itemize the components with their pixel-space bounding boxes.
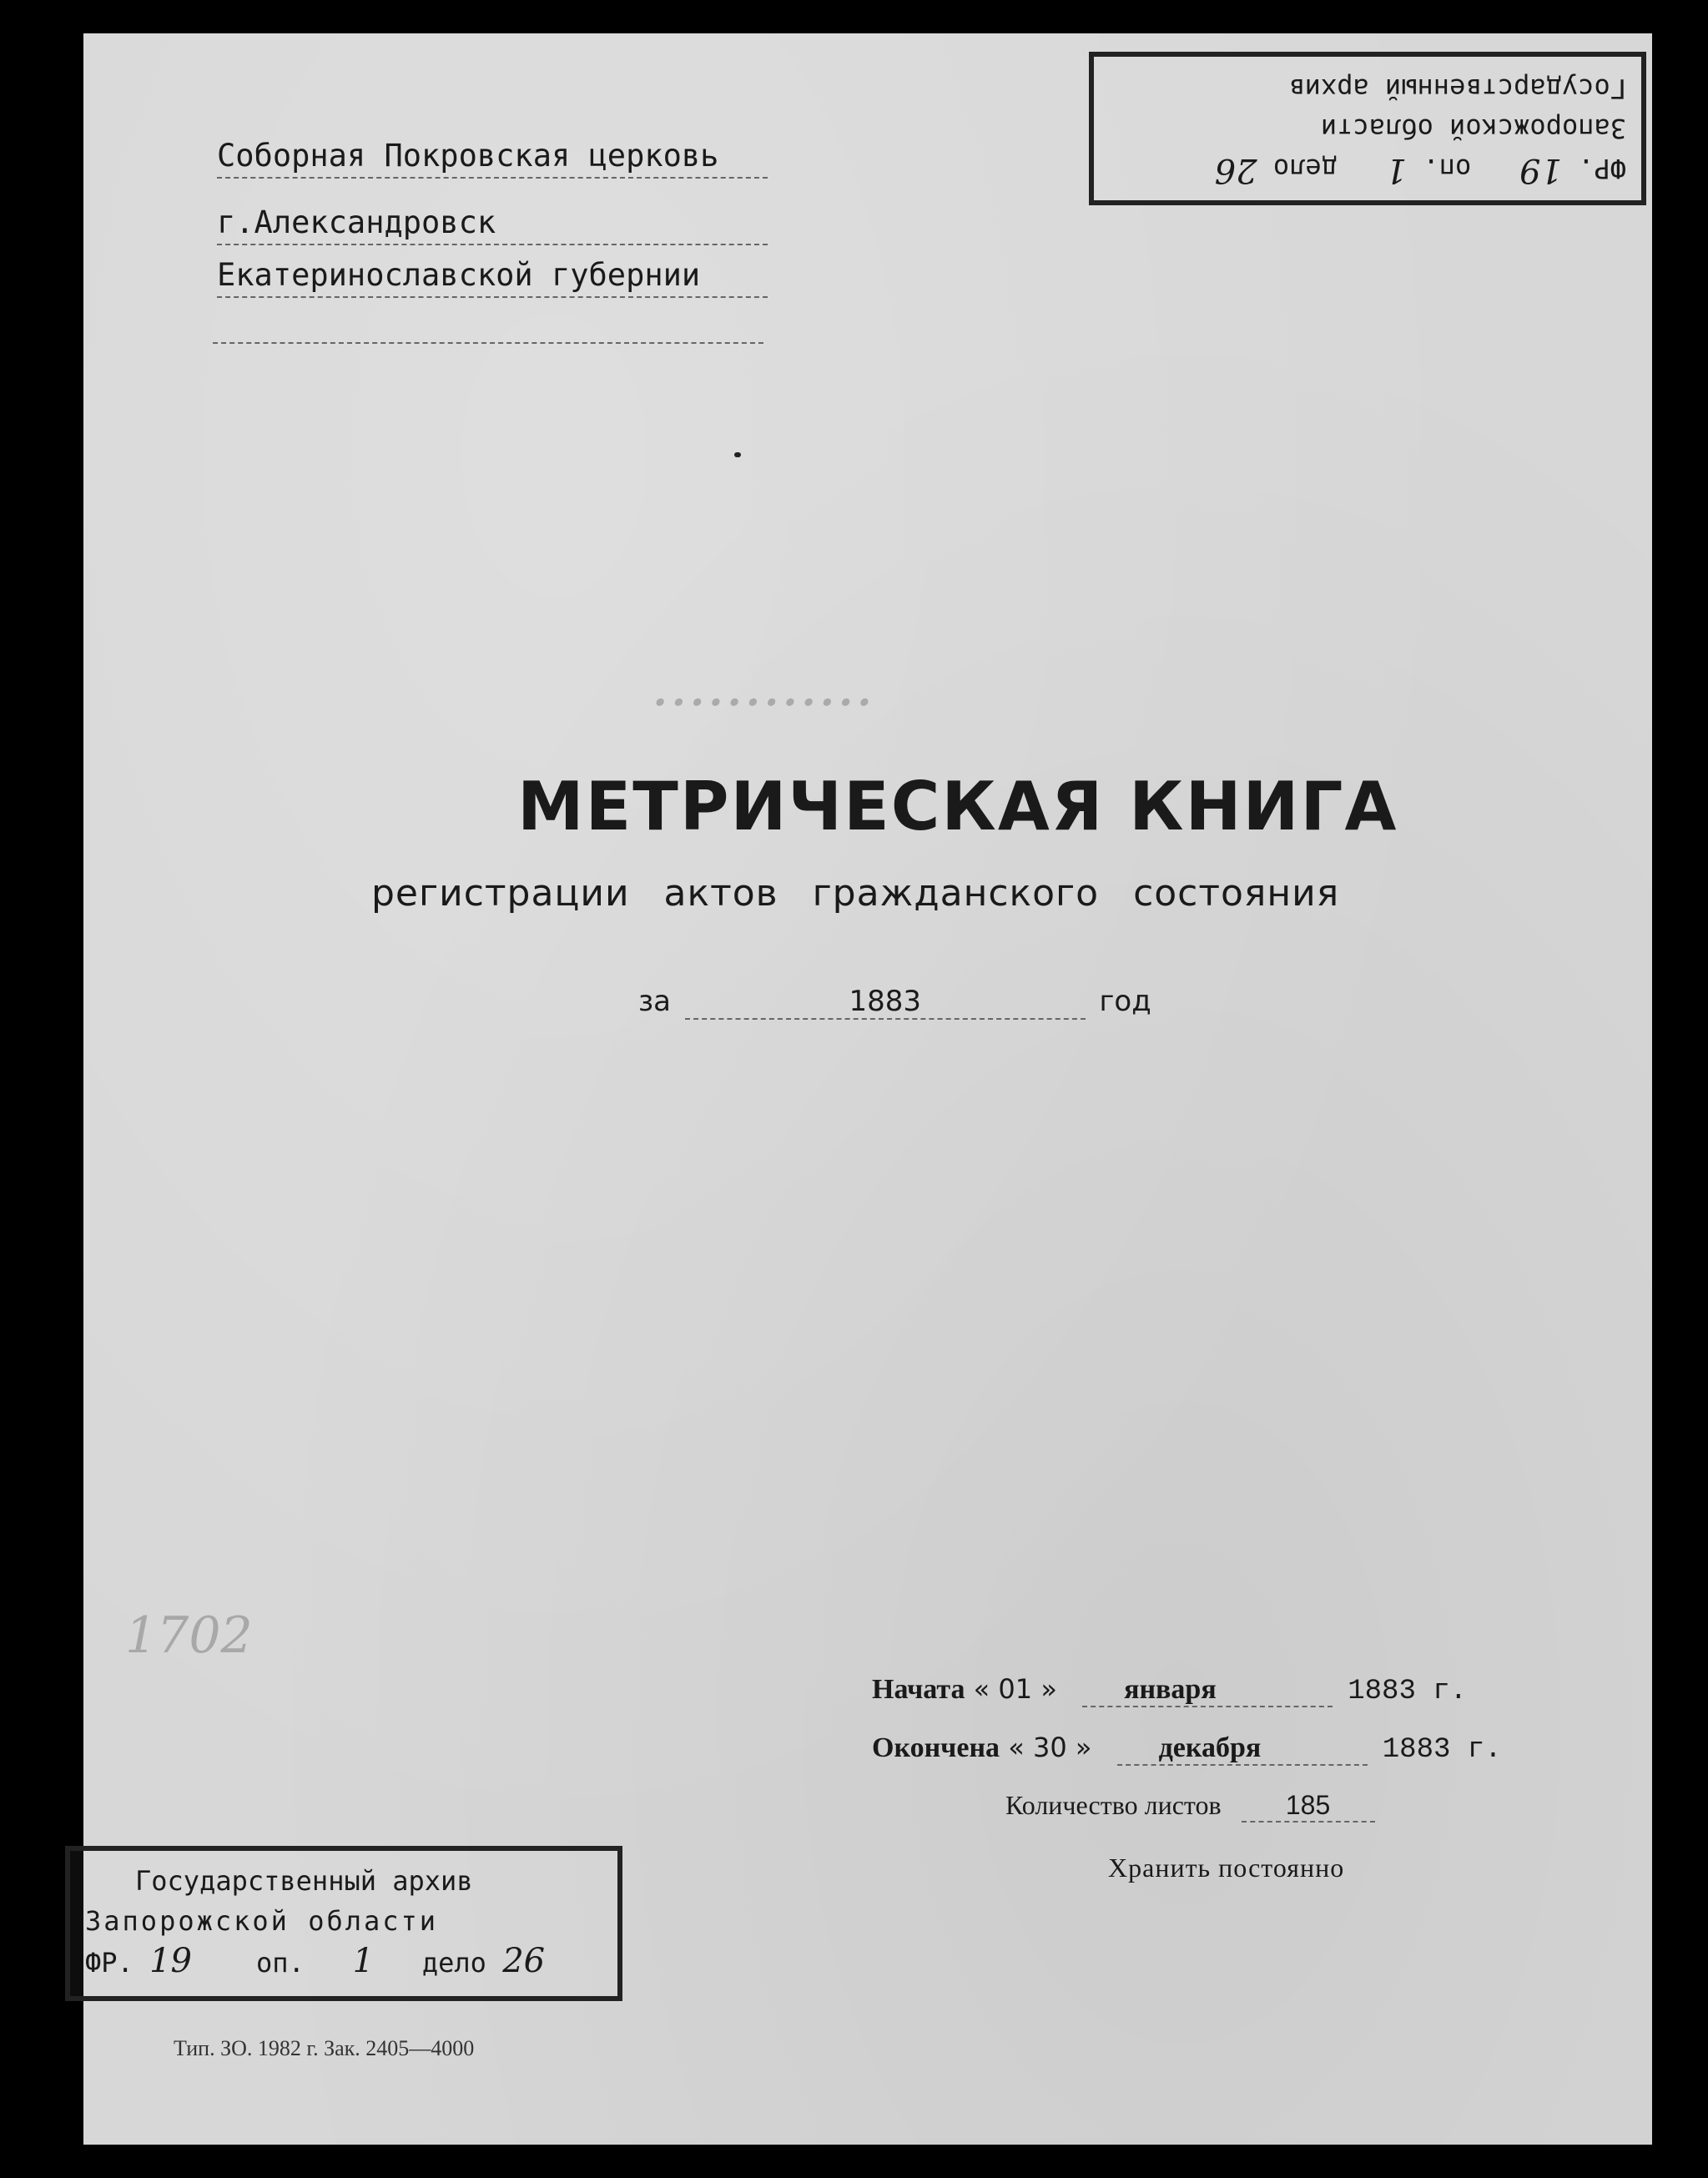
sheets-row bbox=[1005, 1790, 1375, 1823]
started-row bbox=[872, 1673, 1467, 1707]
sheets-label: Количество листов bbox=[1005, 1790, 1222, 1820]
year-prefix: за bbox=[638, 985, 671, 1018]
stamp-opis-label: оп. bbox=[1423, 153, 1472, 184]
started-month: января bbox=[1082, 1674, 1333, 1707]
retention-note: Хранить постоянно bbox=[1108, 1853, 1345, 1883]
year-row bbox=[638, 985, 1151, 1020]
stamp-delo-number: 26 bbox=[1214, 151, 1257, 189]
parish-province: Екатеринославской губернии bbox=[217, 257, 768, 298]
stamp-archive-name: Государственный архив bbox=[135, 1865, 473, 1897]
started-day: « 01 » bbox=[973, 1673, 1057, 1705]
stamp-fond-number: 19 bbox=[149, 1942, 192, 1980]
stamp-delo-label: дело bbox=[1272, 153, 1338, 184]
ended-label: Окончена bbox=[872, 1732, 1000, 1763]
stamp-opis-number: 1 bbox=[352, 1942, 375, 1980]
stamp-delo-number: 26 bbox=[502, 1942, 546, 1980]
stamp-fond-label: ФР. bbox=[85, 1947, 134, 1979]
stamp-delo-label: дело bbox=[421, 1947, 486, 1979]
stamp-fond-label: ФР. bbox=[1578, 153, 1626, 184]
year-value: 1883 bbox=[685, 985, 1086, 1020]
stamp-opis-number: 1 bbox=[1385, 151, 1408, 189]
ended-year: 1883 г. bbox=[1382, 1734, 1502, 1766]
stamp-region: Запорожской области bbox=[1320, 113, 1626, 144]
sheets-value: 185 bbox=[1242, 1790, 1375, 1823]
page-subtitle: регистрации актов гражданского состояния bbox=[371, 872, 1340, 915]
started-year: 1883 г. bbox=[1348, 1676, 1468, 1707]
faint-pencil-mark: ............ bbox=[651, 651, 874, 719]
ink-dot bbox=[734, 452, 741, 457]
archive-stamp-bottom bbox=[65, 1846, 622, 2001]
stamp-fond-number: 19 bbox=[1519, 151, 1562, 189]
ended-month: декабря bbox=[1117, 1732, 1368, 1766]
pencil-note: 1702 bbox=[125, 1606, 253, 1665]
started-label: Начата bbox=[872, 1674, 965, 1705]
archive-stamp-top bbox=[1089, 52, 1646, 205]
stamp-region: Запорожской области bbox=[85, 1905, 439, 1937]
print-info: Тип. ЗО. 1982 г. Зак. 2405—4000 bbox=[174, 2036, 475, 2060]
year-suffix: год bbox=[1099, 985, 1151, 1018]
stamp-archive-name: Государственный архив bbox=[1288, 73, 1626, 104]
ended-row bbox=[872, 1732, 1502, 1766]
blank-line bbox=[213, 342, 763, 344]
page-title: МЕТРИЧЕСКАЯ КНИГА bbox=[517, 768, 1398, 845]
ended-day: « 30 » bbox=[1008, 1732, 1092, 1763]
document-page bbox=[83, 33, 1652, 2145]
stamp-opis-label: оп. bbox=[256, 1947, 305, 1979]
parish-church: Соборная Покровская церковь bbox=[217, 138, 768, 179]
parish-city: г.Александровск bbox=[217, 204, 768, 245]
